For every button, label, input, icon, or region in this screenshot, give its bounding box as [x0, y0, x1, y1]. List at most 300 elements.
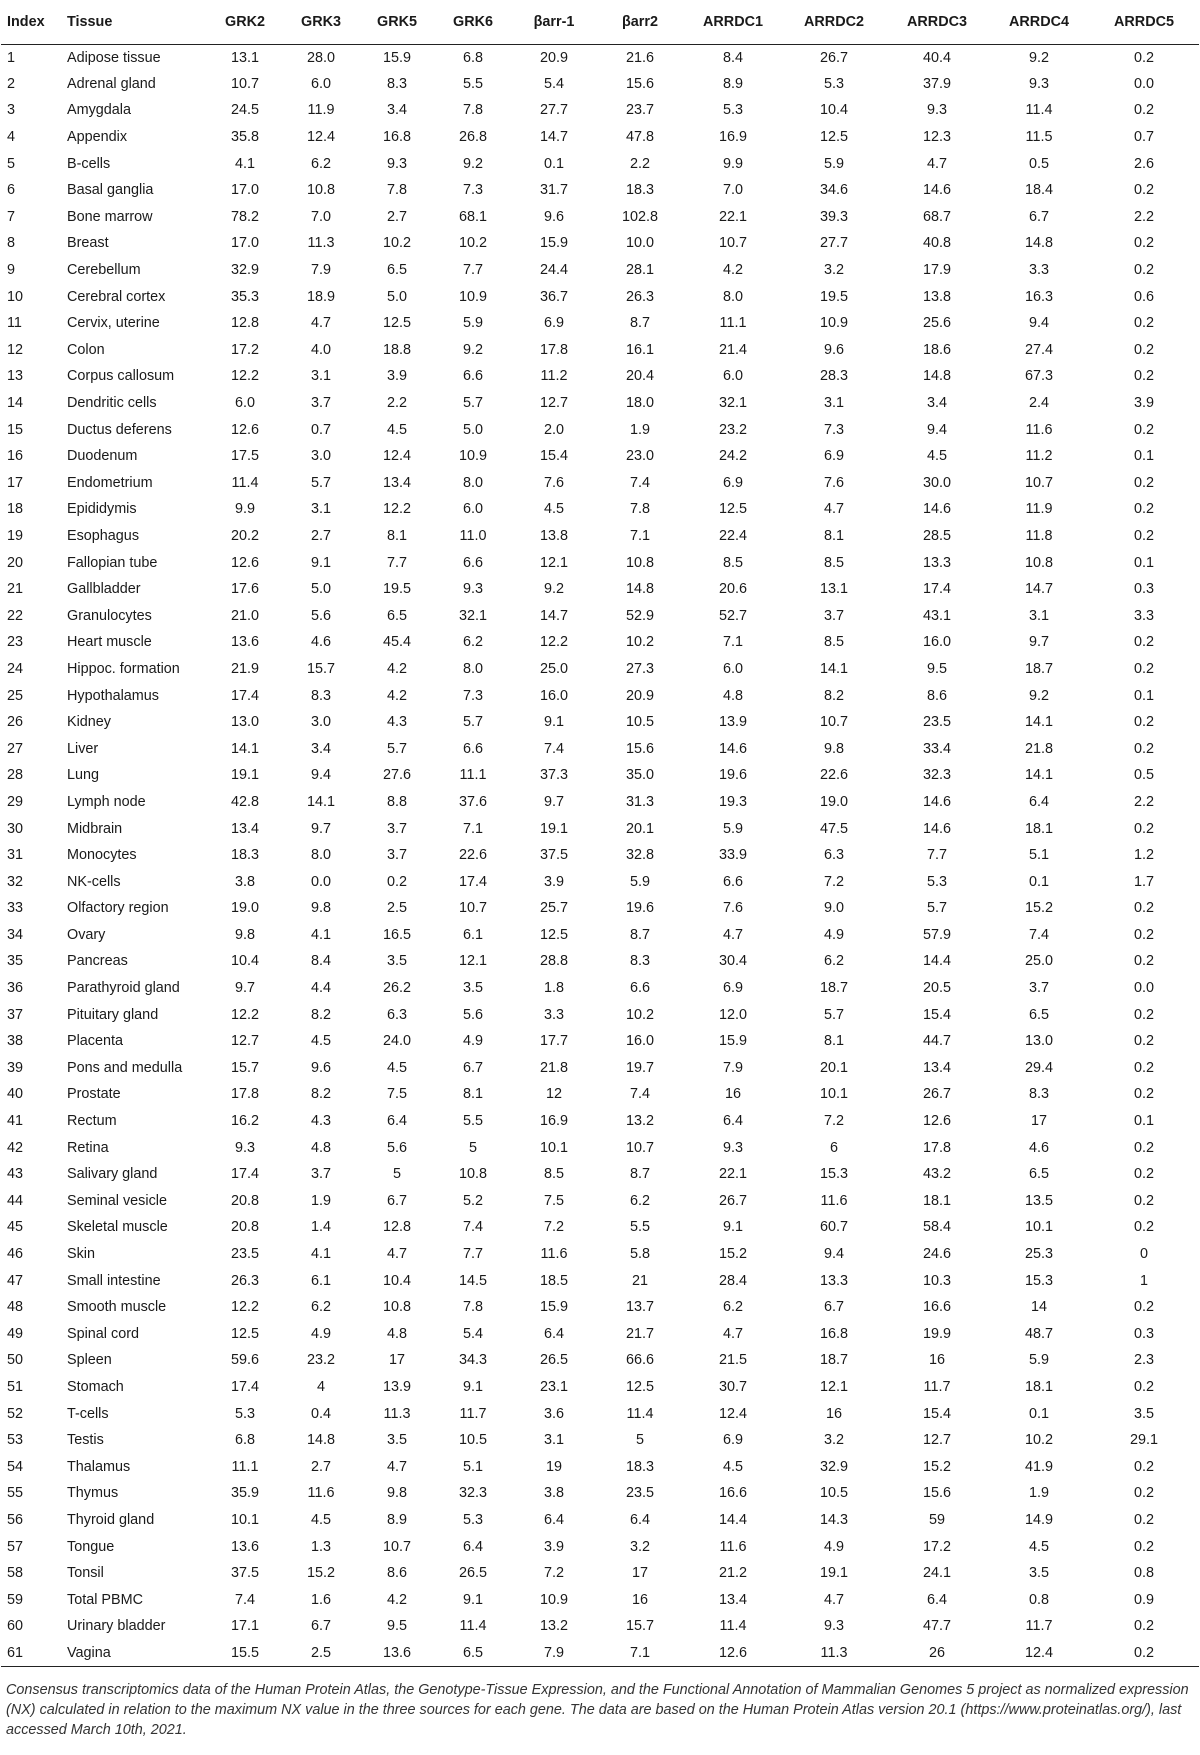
- tissue-cell: Placenta: [67, 1033, 124, 1050]
- value-cell: 48.7: [1024, 1325, 1053, 1342]
- row-index-cell: 60: [7, 1618, 24, 1635]
- value-cell: 14: [1030, 1299, 1047, 1316]
- table-row: [1, 1507, 1199, 1534]
- value-cell: 8.1: [823, 527, 844, 544]
- value-cell: 3.7: [386, 820, 407, 837]
- value-cell: 0.7: [1133, 129, 1154, 146]
- value-cell: 7.4: [234, 1591, 255, 1608]
- value-cell: 0.2: [1133, 953, 1154, 970]
- value-cell: 7.9: [310, 262, 331, 279]
- value-cell: 5.9: [462, 315, 483, 332]
- value-cell: 4.5: [722, 1458, 743, 1475]
- value-cell: 21.6: [625, 49, 654, 66]
- value-cell: 16.3: [1024, 288, 1053, 305]
- tissue-cell: Olfactory region: [67, 900, 169, 917]
- value-cell: 9.8: [386, 1485, 407, 1502]
- value-cell: 0.4: [310, 1405, 331, 1422]
- value-cell: 12.4: [382, 448, 411, 465]
- value-cell: 8.9: [722, 75, 743, 92]
- table-row: [1, 815, 1199, 842]
- tissue-cell: Seminal vesicle: [67, 1192, 167, 1209]
- tissue-cell: B-cells: [67, 155, 111, 172]
- value-cell: 3.8: [234, 873, 255, 890]
- value-cell: 5.7: [926, 900, 947, 917]
- value-cell: 26.3: [625, 288, 654, 305]
- value-cell: 9.5: [386, 1618, 407, 1635]
- value-cell: 15.4: [922, 1006, 951, 1023]
- row-index-cell: 36: [7, 980, 24, 997]
- value-cell: 6.2: [823, 953, 844, 970]
- tissue-cell: Thymus: [67, 1485, 119, 1502]
- value-cell: 20.8: [230, 1192, 259, 1209]
- value-cell: 1.9: [629, 421, 650, 438]
- table-row: [1, 390, 1199, 417]
- value-cell: 0.2: [1133, 49, 1154, 66]
- tissue-cell: Adrenal gland: [67, 75, 156, 92]
- value-cell: 0.2: [1133, 1192, 1154, 1209]
- tissue-cell: Dendritic cells: [67, 395, 157, 412]
- tissue-cell: Parathyroid gland: [67, 980, 180, 997]
- tissue-cell: Spinal cord: [67, 1325, 139, 1342]
- value-cell: 20.8: [230, 1219, 259, 1236]
- value-cell: 27.7: [539, 102, 568, 119]
- value-cell: 5.9: [823, 155, 844, 172]
- table-row: [1, 549, 1199, 576]
- row-index-cell: 47: [7, 1272, 24, 1289]
- value-cell: 3.8: [543, 1485, 564, 1502]
- value-cell: 4.9: [823, 1538, 844, 1555]
- value-cell: 9.3: [823, 1618, 844, 1635]
- row-index-cell: 31: [7, 847, 24, 864]
- table-row: [1, 1001, 1199, 1028]
- value-cell: 9.4: [823, 1246, 844, 1263]
- value-cell: 15.3: [1024, 1272, 1053, 1289]
- tissue-cell: Thalamus: [67, 1458, 131, 1475]
- value-cell: 15.6: [625, 740, 654, 757]
- value-cell: 4.2: [386, 660, 407, 677]
- value-cell: 31.3: [625, 793, 654, 810]
- value-cell: 3.4: [386, 102, 407, 119]
- row-index-cell: 4: [7, 129, 16, 146]
- tissue-cell: Pituitary gland: [67, 1006, 159, 1023]
- tissue-cell: Appendix: [67, 129, 128, 146]
- value-cell: 12.4: [989, 1640, 1089, 1667]
- table-row: [1, 948, 1199, 975]
- value-cell: 4.5: [543, 501, 564, 518]
- value-cell: 11.7: [1025, 1618, 1053, 1635]
- value-cell: 43.1: [922, 607, 951, 624]
- value-cell: 26.7: [922, 1086, 951, 1103]
- table-row: [1, 895, 1199, 922]
- row-index-cell: 25: [7, 687, 24, 704]
- value-cell: 5.6: [386, 1139, 407, 1156]
- value-cell: 2.2: [386, 395, 407, 412]
- value-cell: 32.3: [922, 767, 951, 784]
- value-cell: 11.1: [231, 1458, 259, 1475]
- value-cell: 19.0: [230, 900, 259, 917]
- value-cell: 3.1: [310, 368, 331, 385]
- table-row: [1, 1267, 1199, 1294]
- value-cell: 8.3: [386, 75, 407, 92]
- value-cell: 28.4: [718, 1272, 747, 1289]
- value-cell: 1.9: [1028, 1485, 1049, 1502]
- value-cell: 6.2: [462, 634, 483, 651]
- value-cell: 4: [316, 1378, 325, 1395]
- value-cell: 18.4: [1024, 182, 1053, 199]
- value-cell: 18.3: [625, 182, 654, 199]
- value-cell: 25.0: [1024, 953, 1053, 970]
- value-cell: 13.1: [819, 581, 848, 598]
- tissue-cell: Smooth muscle: [67, 1299, 167, 1316]
- value-cell: 0.2: [1133, 820, 1154, 837]
- value-cell: 14.1: [230, 740, 259, 757]
- value-cell: 4.5: [926, 448, 947, 465]
- value-cell: 4.2: [386, 1591, 407, 1608]
- value-cell: 3.4: [310, 740, 331, 757]
- tissue-cell: NK-cells: [67, 873, 121, 890]
- value-cell: 19.6: [625, 900, 654, 917]
- value-cell: 15.9: [539, 1299, 568, 1316]
- value-cell: 13.5: [1024, 1192, 1053, 1209]
- value-cell: 19.1: [230, 767, 259, 784]
- value-cell: 5.3: [926, 873, 947, 890]
- value-cell: 7.8: [629, 501, 650, 518]
- value-cell: 18.1: [1024, 1378, 1053, 1395]
- row-index-cell: 54: [7, 1458, 24, 1475]
- value-cell: 21.8: [539, 1059, 568, 1076]
- value-cell: 15.3: [819, 1166, 848, 1183]
- value-cell: 30.0: [922, 474, 951, 491]
- value-cell: 14.8: [922, 368, 951, 385]
- column-header: ARRDC4: [989, 0, 1089, 44]
- value-cell: 3.9: [386, 368, 407, 385]
- tissue-cell: Cervix, uterine: [67, 315, 160, 332]
- value-cell: 42.8: [230, 793, 259, 810]
- value-cell: 12.8: [382, 1219, 411, 1236]
- value-cell: 19.5: [819, 288, 848, 305]
- value-cell: 19.0: [819, 793, 848, 810]
- value-cell: 26.8: [458, 129, 487, 146]
- table-row: [1, 789, 1199, 816]
- column-header: Index: [1, 0, 65, 44]
- value-cell: 12.7: [539, 395, 568, 412]
- value-cell: 8.7: [629, 926, 650, 943]
- row-index-cell: 53: [7, 1432, 24, 1449]
- value-cell: 4.5: [310, 1033, 331, 1050]
- value-cell: 0.1: [1028, 1405, 1049, 1422]
- value-cell: 0.2: [1133, 182, 1154, 199]
- value-cell: 18.3: [625, 1458, 654, 1475]
- value-cell: 17.8: [922, 1139, 951, 1156]
- value-cell: 9.6: [310, 1059, 331, 1076]
- value-cell: 0.1: [1133, 1113, 1154, 1130]
- value-cell: 12.3: [922, 129, 951, 146]
- value-cell: 4.9: [462, 1033, 483, 1050]
- tissue-cell: Heart muscle: [67, 634, 152, 651]
- value-cell: 14.6: [922, 793, 951, 810]
- tissue-cell: Endometrium: [67, 474, 153, 491]
- value-cell: 13.6: [230, 634, 259, 651]
- value-cell: 5.9: [629, 873, 650, 890]
- value-cell: 11.6: [820, 1192, 848, 1209]
- value-cell: 28.8: [539, 953, 568, 970]
- tissue-cell: Total PBMC: [67, 1591, 143, 1608]
- row-index-cell: 16: [7, 448, 24, 465]
- value-cell: 10.5: [458, 1432, 487, 1449]
- value-cell: 3.2: [629, 1538, 650, 1555]
- value-cell: 6.8: [462, 49, 483, 66]
- value-cell: 10.7: [382, 1538, 411, 1555]
- value-cell: 5.9: [1028, 1352, 1049, 1369]
- value-cell: 0: [1139, 1246, 1148, 1263]
- value-cell: 15.6: [625, 75, 654, 92]
- value-cell: 0.2: [1133, 1139, 1154, 1156]
- value-cell: 6.0: [234, 395, 255, 412]
- tissue-cell: Hippoc. formation: [67, 660, 180, 677]
- value-cell: 17.2: [922, 1538, 951, 1555]
- value-cell: 7.9: [511, 1640, 597, 1667]
- value-cell: 26: [885, 1640, 989, 1667]
- value-cell: 4.7: [722, 926, 743, 943]
- value-cell: 2.3: [1133, 1352, 1154, 1369]
- value-cell: 5.3: [823, 75, 844, 92]
- value-cell: 6.7: [823, 1299, 844, 1316]
- value-cell: 6.4: [386, 1113, 407, 1130]
- value-cell: 5.7: [310, 474, 331, 491]
- value-cell: 6.5: [386, 262, 407, 279]
- value-cell: 6.2: [629, 1192, 650, 1209]
- value-cell: 7.7: [462, 1246, 483, 1263]
- table-row: [1, 1321, 1199, 1348]
- value-cell: 5.3: [722, 102, 743, 119]
- value-cell: 8.7: [629, 315, 650, 332]
- table-row: [1, 124, 1199, 151]
- value-cell: 16.8: [819, 1325, 848, 1342]
- value-cell: 12.4: [306, 129, 335, 146]
- value-cell: 0.2: [1133, 1006, 1154, 1023]
- row-index-cell: 35: [7, 953, 24, 970]
- value-cell: 8.4: [310, 953, 331, 970]
- value-cell: 10.9: [539, 1591, 568, 1608]
- value-cell: 24.4: [539, 262, 568, 279]
- row-index-cell: 42: [7, 1139, 24, 1156]
- value-cell: 23.7: [625, 102, 654, 119]
- value-cell: 13.4: [230, 820, 259, 837]
- value-cell: 3.1: [543, 1432, 564, 1449]
- value-cell: 15.4: [539, 448, 568, 465]
- value-cell: 12.4: [718, 1405, 747, 1422]
- row-index-cell: 10: [7, 288, 24, 305]
- value-cell: 8.3: [629, 953, 650, 970]
- tissue-cell: Urinary bladder: [67, 1618, 166, 1635]
- value-cell: 0.3: [1133, 1325, 1154, 1342]
- value-cell: 10.7: [1024, 474, 1053, 491]
- value-cell: 12.7: [922, 1432, 951, 1449]
- value-cell: 18.1: [922, 1192, 951, 1209]
- value-cell: 13.2: [625, 1113, 654, 1130]
- value-cell: 0.2: [1133, 527, 1154, 544]
- value-cell: 6.7: [386, 1192, 407, 1209]
- value-cell: 8.9: [386, 1511, 407, 1528]
- value-cell: 0.6: [1133, 288, 1154, 305]
- value-cell: 5: [635, 1432, 644, 1449]
- row-index-cell: 20: [7, 554, 24, 571]
- value-cell: 26.7: [819, 49, 848, 66]
- row-index-cell: 23: [7, 634, 24, 651]
- value-cell: 10.7: [819, 714, 848, 731]
- value-cell: 11.2: [540, 368, 568, 385]
- value-cell: 4.7: [926, 155, 947, 172]
- value-cell: 17.4: [230, 687, 259, 704]
- value-cell: 3.7: [310, 395, 331, 412]
- value-cell: 5.4: [543, 75, 564, 92]
- value-cell: 13.6: [230, 1538, 259, 1555]
- row-index-cell: 32: [7, 873, 24, 890]
- value-cell: 24.6: [922, 1246, 951, 1263]
- value-cell: 0.2: [1133, 474, 1154, 491]
- value-cell: 4.0: [310, 341, 331, 358]
- value-cell: 8.7: [629, 1166, 650, 1183]
- value-cell: 0.2: [1133, 102, 1154, 119]
- value-cell: 11.7: [459, 1405, 487, 1422]
- value-cell: 5.1: [1028, 847, 1049, 864]
- value-cell: 6.6: [462, 740, 483, 757]
- row-index-cell: 30: [7, 820, 24, 837]
- value-cell: 0.1: [1133, 687, 1154, 704]
- value-cell: 17.4: [922, 581, 951, 598]
- row-index-cell: 24: [7, 660, 24, 677]
- value-cell: 20.1: [625, 820, 654, 837]
- value-cell: 4.2: [722, 262, 743, 279]
- value-cell: 1.3: [310, 1538, 331, 1555]
- value-cell: 14.6: [922, 182, 951, 199]
- value-cell: 21.8: [1024, 740, 1053, 757]
- tissue-cell: Testis: [67, 1432, 104, 1449]
- value-cell: 8.0: [722, 288, 743, 305]
- value-cell: 78.2: [230, 208, 259, 225]
- value-cell: 16.6: [718, 1485, 747, 1502]
- value-cell: 18.8: [382, 341, 411, 358]
- tissue-cell: Tongue: [67, 1538, 115, 1555]
- row-index-cell: 6: [7, 182, 16, 199]
- value-cell: 13.2: [539, 1618, 568, 1635]
- value-cell: 12.5: [382, 315, 411, 332]
- value-cell: 28.0: [306, 49, 335, 66]
- value-cell: 8.3: [1028, 1086, 1049, 1103]
- value-cell: 9.1: [543, 714, 564, 731]
- value-cell: 10.2: [458, 235, 487, 252]
- value-cell: 0.2: [1133, 1033, 1154, 1050]
- value-cell: 10.9: [819, 315, 848, 332]
- value-cell: 14.1: [1024, 714, 1053, 731]
- value-cell: 10.1: [819, 1086, 848, 1103]
- column-header: GRK2: [207, 0, 283, 44]
- value-cell: 26.7: [718, 1192, 747, 1209]
- value-cell: 11.9: [307, 102, 335, 119]
- value-cell: 17.0: [230, 182, 259, 199]
- value-cell: 6.6: [629, 980, 650, 997]
- value-cell: 9.9: [722, 155, 743, 172]
- value-cell: 10.3: [922, 1272, 951, 1289]
- value-cell: 6: [829, 1139, 838, 1156]
- value-cell: 3.9: [543, 873, 564, 890]
- value-cell: 2.2: [1133, 208, 1154, 225]
- value-cell: 15.4: [922, 1405, 951, 1422]
- row-index-cell: 5: [7, 155, 16, 172]
- value-cell: 4.6: [1028, 1139, 1049, 1156]
- value-cell: 17: [631, 1565, 648, 1582]
- value-cell: 26.5: [539, 1352, 568, 1369]
- value-cell: 4.6: [310, 634, 331, 651]
- table-row: [1, 1640, 1199, 1667]
- value-cell: 7.3: [823, 421, 844, 438]
- value-cell: 1.7: [1133, 873, 1154, 890]
- value-cell: 6.4: [629, 1511, 650, 1528]
- value-cell: 0.2: [1089, 1640, 1199, 1667]
- value-cell: 6.9: [823, 448, 844, 465]
- value-cell: 0.0: [310, 873, 331, 890]
- table-row: [1, 44, 1199, 71]
- value-cell: 8.5: [823, 634, 844, 651]
- value-cell: 68.7: [922, 208, 951, 225]
- value-cell: 13.8: [922, 288, 951, 305]
- value-cell: 19.1: [819, 1565, 848, 1582]
- value-cell: 15.7: [625, 1618, 654, 1635]
- value-cell: 15.2: [306, 1565, 335, 1582]
- value-cell: 7.0: [722, 182, 743, 199]
- column-header: ARRDC2: [783, 0, 885, 44]
- value-cell: 11.4: [1025, 102, 1053, 119]
- value-cell: 7.4: [462, 1219, 483, 1236]
- table-row: [1, 1294, 1199, 1321]
- value-cell: 9.7: [543, 793, 564, 810]
- value-cell: 12.8: [230, 315, 259, 332]
- value-cell: 5.0: [462, 421, 483, 438]
- value-cell: 15.2: [718, 1246, 747, 1263]
- table-header-row: [1, 0, 1199, 44]
- row-index-cell: 15: [7, 421, 24, 438]
- value-cell: 3.2: [823, 1432, 844, 1449]
- value-cell: 4.5: [310, 1511, 331, 1528]
- row-index-cell: 7: [7, 208, 16, 225]
- row-index-cell: 22: [7, 607, 24, 624]
- table-row: [1, 230, 1199, 257]
- value-cell: 11.6: [307, 1485, 335, 1502]
- value-cell: 7.4: [629, 474, 650, 491]
- value-cell: 5.3: [462, 1511, 483, 1528]
- tissue-cell: Retina: [67, 1139, 109, 1156]
- tissue-cell: Ductus deferens: [67, 421, 172, 438]
- table-row: [1, 177, 1199, 204]
- value-cell: 13.6: [359, 1640, 435, 1667]
- value-cell: 12.7: [230, 1033, 259, 1050]
- value-cell: 0.2: [1133, 926, 1154, 943]
- row-index-cell: 59: [7, 1591, 24, 1608]
- value-cell: 1.6: [310, 1591, 331, 1608]
- value-cell: 66.6: [625, 1352, 654, 1369]
- value-cell: 0.2: [1133, 740, 1154, 757]
- value-cell: 2.7: [310, 527, 331, 544]
- value-cell: 13.0: [1024, 1033, 1053, 1050]
- value-cell: 5.0: [386, 288, 407, 305]
- value-cell: 9.2: [1028, 49, 1049, 66]
- value-cell: 12.5: [718, 501, 747, 518]
- value-cell: 13.4: [718, 1591, 747, 1608]
- value-cell: 1: [1139, 1272, 1148, 1289]
- value-cell: 4.7: [310, 315, 331, 332]
- row-index-cell: 12: [7, 341, 24, 358]
- value-cell: 10.8: [625, 554, 654, 571]
